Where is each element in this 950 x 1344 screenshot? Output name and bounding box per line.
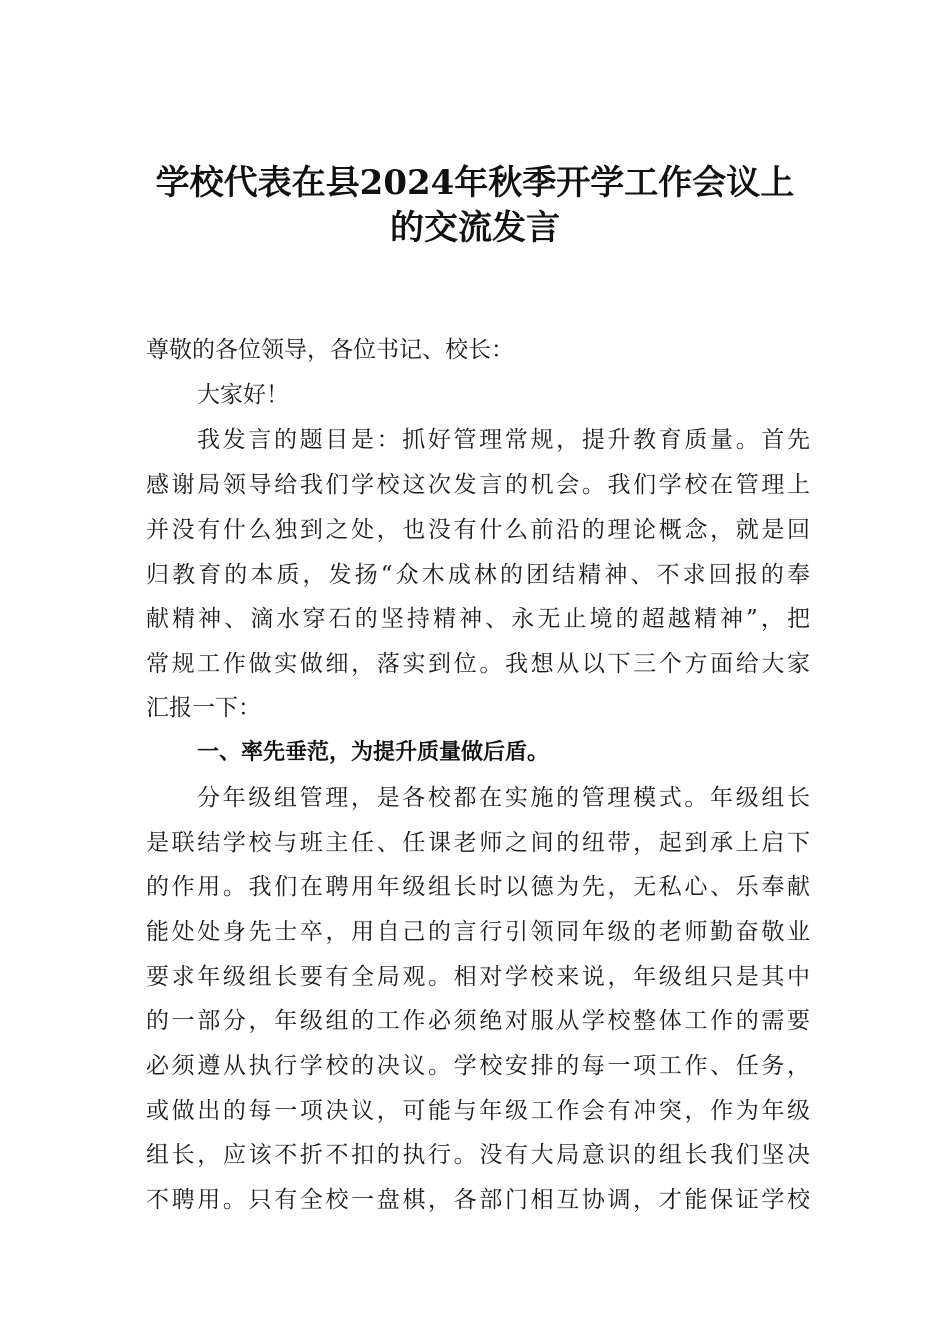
paragraph-2-line: 是联结学校与班主任、任课老师之间的纽带，起到承上启下	[146, 830, 810, 856]
document-title-line-2: 的交流发言	[390, 208, 560, 248]
salutation: 尊敬的各位领导，各位书记、校长：	[146, 337, 514, 363]
paragraph-2-line: 必须遵从执行学校的决议。学校安排的每一项工作、任务，	[146, 1053, 810, 1079]
paragraph-1-line: 我发言的题目是：抓好管理常规，提升教育质量。首先	[197, 427, 810, 453]
section-heading: 一、率先垂范，为提升质量做后盾。	[197, 740, 550, 765]
paragraph-2-line: 不聘用。只有全校一盘棋，各部门相互协调，才能保证学校	[146, 1187, 810, 1213]
paragraph-2-line: 组长，应该不折不扣的执行。没有大局意识的组长我们坚决	[146, 1142, 810, 1168]
paragraph-1-line: 汇报一下：	[146, 695, 261, 721]
greeting: 大家好！	[197, 382, 289, 408]
paragraph-2-line: 能处处身先士卒，用自己的言行引领同年级的老师勤奋敬业	[146, 919, 810, 945]
paragraph-2-line: 要求年级组长要有全局观。相对学校来说，年级组只是其中	[146, 964, 810, 990]
paragraph-1-line: 献精神、滴水穿石的坚持精神、永无止境的超越精神”，把	[146, 606, 810, 632]
paragraph-1-line: 常规工作做实做细，落实到位。我想从以下三个方面给大家	[146, 651, 810, 677]
paragraph-2-line: 的一部分，年级组的工作必须绝对服从学校整体工作的需要	[146, 1008, 810, 1034]
paragraph-2-line: 的作用。我们在聘用年级组长时以德为先，无私心、乐奉献	[146, 874, 810, 900]
document-title-line-1: 学校代表在县2024年秋季开学工作会议上	[155, 163, 795, 203]
paragraph-1-line: 并没有什么独到之处，也没有什么前沿的理论概念，就是回	[146, 517, 810, 543]
paragraph-2-line: 或做出的每一项决议，可能与年级工作会有冲突，作为年级	[146, 1098, 810, 1124]
paragraph-1-line: 归教育的本质，发扬“众木成林的团结精神、不求回报的奉	[146, 562, 810, 588]
paragraph-2-line: 分年级组管理，是各校都在实施的管理模式。年级组长	[197, 785, 810, 811]
paragraph-1-line: 感谢局领导给我们学校这次发言的机会。我们学校在管理上	[146, 472, 810, 498]
